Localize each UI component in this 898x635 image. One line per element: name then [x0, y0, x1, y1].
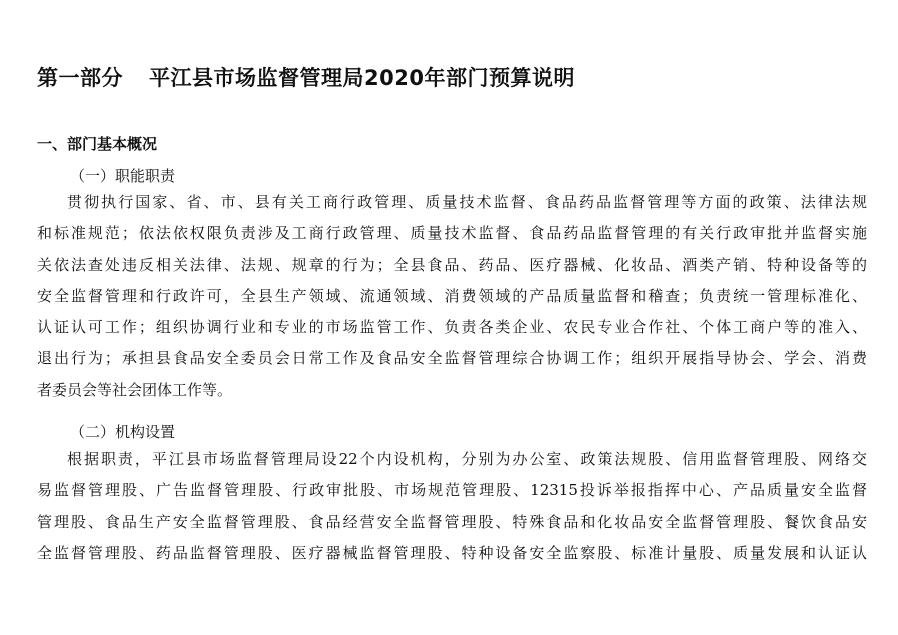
- subsection-heading-organization: （二）机构设置: [70, 423, 176, 441]
- paragraph-line: 认证认可工作；组织协调行业和专业的市场监管工作、负责各类企业、农民专业合作社、个体工商户等的准入、: [37, 318, 867, 337]
- paragraph-organization: [37, 444, 867, 569]
- subsection-heading-functions: （一）职能职责: [70, 167, 176, 185]
- paragraph-functions: [37, 187, 867, 406]
- page-title: [37, 62, 575, 92]
- paragraph-line: 全监督管理股、药品监督管理股、医疗器械监督管理股、特种设备安全监察股、标准计量股、质量发展和认证认: [37, 543, 867, 562]
- paragraph-line: 关依法查处违反相关法律、法规、规章的行为；全县食品、药品、医疗器械、化妆品、酒类产销、特种设备等的: [37, 255, 867, 274]
- paragraph-line: 易监督管理股、广告监督管理股、行政审批股、市场规范管理股、12315投诉举报指挥中心、产品质量安全监督: [37, 481, 867, 500]
- paragraph-line: 管理股、食品生产安全监督管理股、食品经营安全监督管理股、特殊食品和化妆品安全监督管理股、餐饮食品安: [37, 512, 867, 531]
- title-main: 平江县市场监督管理局2020年部门预算说明: [149, 66, 575, 90]
- paragraph-line: 和标准规范；依法依权限负责涉及工商行政管理、质量技术监督、食品药品监督管理的有关行政审批并监督实施: [37, 224, 867, 243]
- paragraph-line: 者委员会等社会团体工作等。: [37, 380, 233, 399]
- section-heading-basic-overview: 一、部门基本概况: [37, 135, 158, 153]
- paragraph-line: 贯彻执行国家、省、市、县有关工商行政管理、质量技术监督、食品药品监督管理等方面的政策、法律法规: [67, 193, 867, 211]
- paragraph-line: 安全监督管理和行政许可，全县生产领域、流通领域、消费领域的产品质量监督和稽查；负责统一管理标准化、: [37, 286, 867, 305]
- paragraph-line: 根据职责，平江县市场监督管理局设22个内设机构，分别为办公室、政策法规股、信用监督管理股、网络交: [67, 450, 867, 468]
- title-part: 第一部分: [37, 66, 123, 90]
- paragraph-line: 退出行为；承担县食品安全委员会日常工作及食品安全监督管理综合协调工作；组织开展指导协会、学会、消费: [37, 349, 867, 368]
